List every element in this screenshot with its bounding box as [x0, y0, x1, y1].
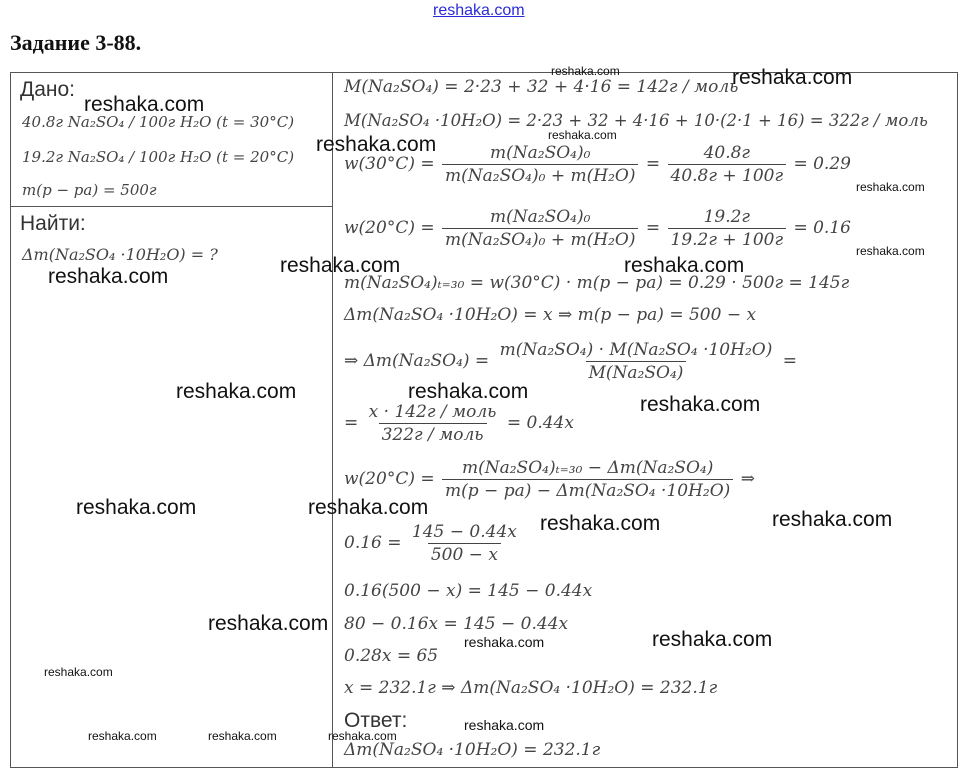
watermark: reshaka.com	[772, 508, 893, 531]
watermark: reshaka.com	[732, 66, 853, 89]
given-line-2: 19.2г Na₂SO₄ / 100г H₂O (t = 20°C)	[22, 148, 295, 166]
watermark: reshaka.com	[856, 244, 925, 258]
solution-line-14: x = 232.1г ⇒ Δm(Na₂SO₄ ·10H₂O) = 232.1г	[344, 678, 718, 698]
fraction: $\frac{19.2г}{19.2г + 100г}$	[668, 207, 787, 250]
fraction: $\frac{\text{m(Na₂SO₄) · M(Na₂SO₄ ·10H₂O)}}{\text{M(Na₂SO₄)}}$	[499, 340, 773, 383]
watermark: reshaka.com	[84, 93, 205, 116]
fraction: $\frac{40.8г}{40.8г + 100г}$	[668, 143, 787, 186]
fraction: $\frac{\text{x · 142г / моль}}{\text{322г / моль}}$	[368, 402, 497, 445]
watermark: reshaka.com	[640, 393, 761, 416]
watermark: reshaka.com	[176, 380, 297, 403]
watermark: reshaka.com	[308, 496, 429, 519]
watermark: reshaka.com	[88, 729, 157, 743]
column-divider	[332, 72, 333, 768]
page-title: Задание 3-88.	[10, 30, 142, 55]
watermark: reshaka.com	[856, 180, 925, 194]
fraction: $\frac{\text{m(Na₂SO₄)₀}}{\text{m(Na₂SO₄)₀ + m(H₂O)}}$	[442, 143, 638, 186]
watermark: reshaka.com	[280, 254, 401, 277]
watermark: reshaka.com	[464, 717, 545, 733]
find-line-1: Δm(Na₂SO₄ ·10H₂O) = ?	[22, 245, 218, 264]
fraction: $\frac{\text{m(Na₂SO₄)ₜ₌₃₀ − Δm(Na₂SO₄)}}{\text{m(p − pa) − Δm(Na₂SO₄ ·10H₂O)}}$	[442, 458, 733, 501]
solution-line-2: M(Na₂SO₄ ·10H₂O) = 2·23 + 32 + 4·16 + 10·(2·1 + 16) = 322г / моль	[344, 111, 928, 130]
solution-line-13: 0.28x = 65	[344, 646, 439, 666]
site-link[interactable]: reshaka.com	[433, 2, 525, 19]
watermark: reshaka.com	[44, 665, 113, 679]
solution-line-9: w(20°C) = $\frac{\text{m(Na₂SO₄)ₜ₌₃₀ − Δm(Na₂SO₄)}}{\text{m(p − pa) − Δm(Na₂SO₄ ·10H₂O)}}$ ⇒	[344, 458, 755, 501]
watermark: reshaka.com	[328, 729, 397, 743]
fraction: $\frac{145 - 0.44x}{500 - x}$	[411, 522, 517, 565]
row-divider	[10, 206, 332, 207]
solution-line-4: w(20°C) = $\frac{\text{m(Na₂SO₄)₀}}{\text{m(Na₂SO₄)₀ + m(H₂O)}}$ = $\frac{19.2г}{19.2г + 100г}$ = 0.16	[344, 207, 851, 250]
solution-line-1: M(Na₂SO₄) = 2·23 + 32 + 4·16 = 142г / моль	[344, 77, 739, 97]
solution-line-7: ⇒ Δm(Na₂SO₄) = $\frac{\text{m(Na₂SO₄) · M(Na₂SO₄ ·10H₂O)}}{\text{M(Na₂SO₄)}}$ =	[344, 340, 797, 383]
given-line-3: m(p − pa) = 500г	[22, 181, 157, 199]
watermark: reshaka.com	[408, 380, 529, 403]
solution-line-12: 80 − 0.16x = 145 − 0.44x	[344, 614, 569, 634]
watermark: reshaka.com	[48, 265, 169, 288]
watermark: reshaka.com	[624, 254, 745, 277]
watermark: reshaka.com	[208, 729, 277, 743]
watermark: reshaka.com	[76, 496, 197, 519]
answer-value: Δm(Na₂SO₄ ·10H₂O) = 232.1г	[344, 740, 601, 760]
watermark: reshaka.com	[540, 512, 661, 535]
answer-label: Ответ:	[344, 709, 408, 732]
solution-line-10: 0.16 = $\frac{145 - 0.44x}{500 - x}$	[344, 522, 522, 565]
watermark: reshaka.com	[464, 634, 545, 650]
find-label: Найти:	[20, 212, 86, 235]
watermark: reshaka.com	[551, 64, 620, 78]
solution-line-8: = $\frac{\text{x · 142г / моль}}{\text{322г / моль}}$ = 0.44x	[344, 402, 574, 445]
watermark: reshaka.com	[652, 628, 773, 651]
watermark: reshaka.com	[316, 133, 437, 156]
fraction: $\frac{\text{m(Na₂SO₄)₀}}{\text{m(Na₂SO₄)₀ + m(H₂O)}}$	[442, 207, 638, 250]
solution-line-11: 0.16(500 − x) = 145 − 0.44x	[344, 581, 593, 601]
solution-line-3: w(30°C) = $\frac{\text{m(Na₂SO₄)₀}}{\text{m(Na₂SO₄)₀ + m(H₂O)}}$ = $\frac{40.8г}{40.8г + 100г}$ = 0.29	[344, 143, 851, 186]
solution-line-6: Δm(Na₂SO₄ ·10H₂O) = x ⇒ m(p − pa) = 500 − x	[344, 305, 757, 325]
solution-line-5: m(Na₂SO₄)ₜ₌₃₀ = w(30°C) · m(p − pa) = 0.29 · 500г = 145г	[344, 273, 850, 293]
given-line-1: 40.8г Na₂SO₄ / 100г H₂O (t = 30°C)	[22, 113, 295, 131]
watermark: reshaka.com	[208, 612, 329, 635]
watermark: reshaka.com	[548, 128, 617, 142]
given-label: Дано:	[20, 78, 76, 101]
